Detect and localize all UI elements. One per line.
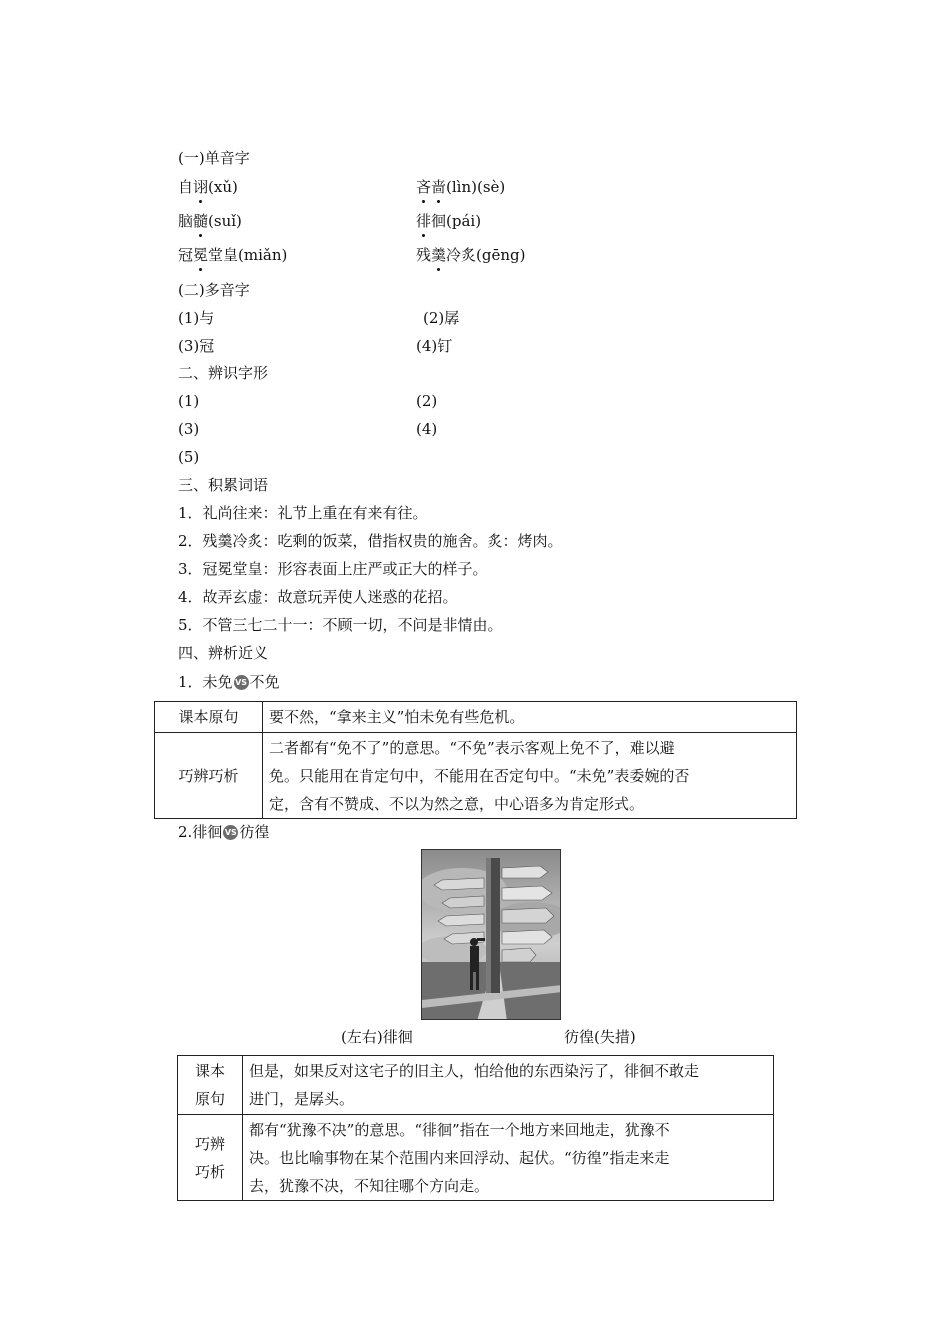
vocab-item-5: 5．不管三七二十一：不顾一切，不问是非情由。 xyxy=(178,616,503,634)
table1-analysis: 二者都有“免不了”的意思。“不免”表示客观上免不了，难以避 免。只能用在肯定句中，不能用在否定句中。“未免”表委婉的否 定，含有不赞成、不以为然之意，中心语多为肯定形式。 xyxy=(263,733,797,819)
form-item-2: (2) xyxy=(416,392,438,410)
section-title-vocab: 三、积累词语 xyxy=(178,476,269,494)
caption-right: 彷徨(失措) xyxy=(564,1028,636,1046)
single-char-item-4: 徘徊(pái) xyxy=(416,212,482,230)
table2-header-original: 课本 原句 xyxy=(178,1056,243,1115)
form-item-5: (5) xyxy=(178,448,200,466)
table2-original-sentence: 但是，如果反对这宅子的旧主人，怕给他的东西染污了，徘徊不敢走 进门，是孱头。 xyxy=(243,1056,774,1115)
vs-badge-icon: VS xyxy=(234,675,249,690)
single-char-item-6: 残羹冷炙(gēng) xyxy=(416,246,526,264)
section-title-synonyms: 四、辨析近义 xyxy=(178,644,269,662)
subsection-title-single: (一)单音字 xyxy=(178,149,250,167)
form-item-4: (4) xyxy=(416,420,438,438)
table2-analysis: 都有“犹豫不决”的意思。“徘徊”指在一个地方来回地走，犹豫不 决。也比喻事物在某个范围内来回浮动、起伏。“彷徨”指走来走 去，犹豫不决，不知往哪个方向走。 xyxy=(243,1115,774,1201)
single-char-item-3: 脑髓(suǐ) xyxy=(178,212,242,230)
single-char-item-1: 自诩(xǔ) xyxy=(178,178,238,196)
multi-char-item-1: (1)与 xyxy=(178,309,215,327)
synonym-pair-1-heading: 1．未免 VS 不免 xyxy=(178,673,280,691)
table1-original-sentence: 要不然，“拿来主义”怕未免有些危机。 xyxy=(263,702,797,733)
form-item-3: (3) xyxy=(178,420,200,438)
caption-left: (左右)徘徊 xyxy=(341,1028,413,1046)
table2-header-analysis: 巧辨 巧析 xyxy=(178,1115,243,1201)
vs-badge-icon: VS xyxy=(223,825,238,840)
subsection-title-multi: (二)多音字 xyxy=(178,281,250,299)
section-title-forms: 二、辨识字形 xyxy=(178,364,269,382)
table1-header-analysis: 巧辨巧析 xyxy=(155,733,263,819)
multi-char-item-4: (4)钉 xyxy=(416,337,453,355)
vocab-item-2: 2．残羹冷炙：吃剩的饭菜，借指权贵的施舍。炙：烤肉。 xyxy=(178,532,563,550)
signpost-illustration xyxy=(421,849,561,1020)
comparison-table-1 xyxy=(154,701,797,819)
multi-char-item-2: (2)孱 xyxy=(423,309,460,327)
vocab-item-4: 4．故弄玄虚：故意玩弄使人迷惑的花招。 xyxy=(178,588,458,606)
form-item-1: (1) xyxy=(178,392,200,410)
vocab-item-1: 1．礼尚往来：礼节上重在有来有往。 xyxy=(178,504,428,522)
table1-header-original: 课本原句 xyxy=(155,702,263,733)
synonym-pair-2-heading: 2.徘徊 VS 彷徨 xyxy=(178,823,270,841)
comparison-table-2 xyxy=(177,1055,774,1201)
single-char-item-2: 吝啬(lìn)(sè) xyxy=(416,178,506,196)
single-char-item-5: 冠冕堂皇(miǎn) xyxy=(178,246,288,264)
multi-char-item-3: (3)冠 xyxy=(178,337,215,355)
vocab-item-3: 3．冠冕堂皇：形容表面上庄严或正大的样子。 xyxy=(178,560,488,578)
